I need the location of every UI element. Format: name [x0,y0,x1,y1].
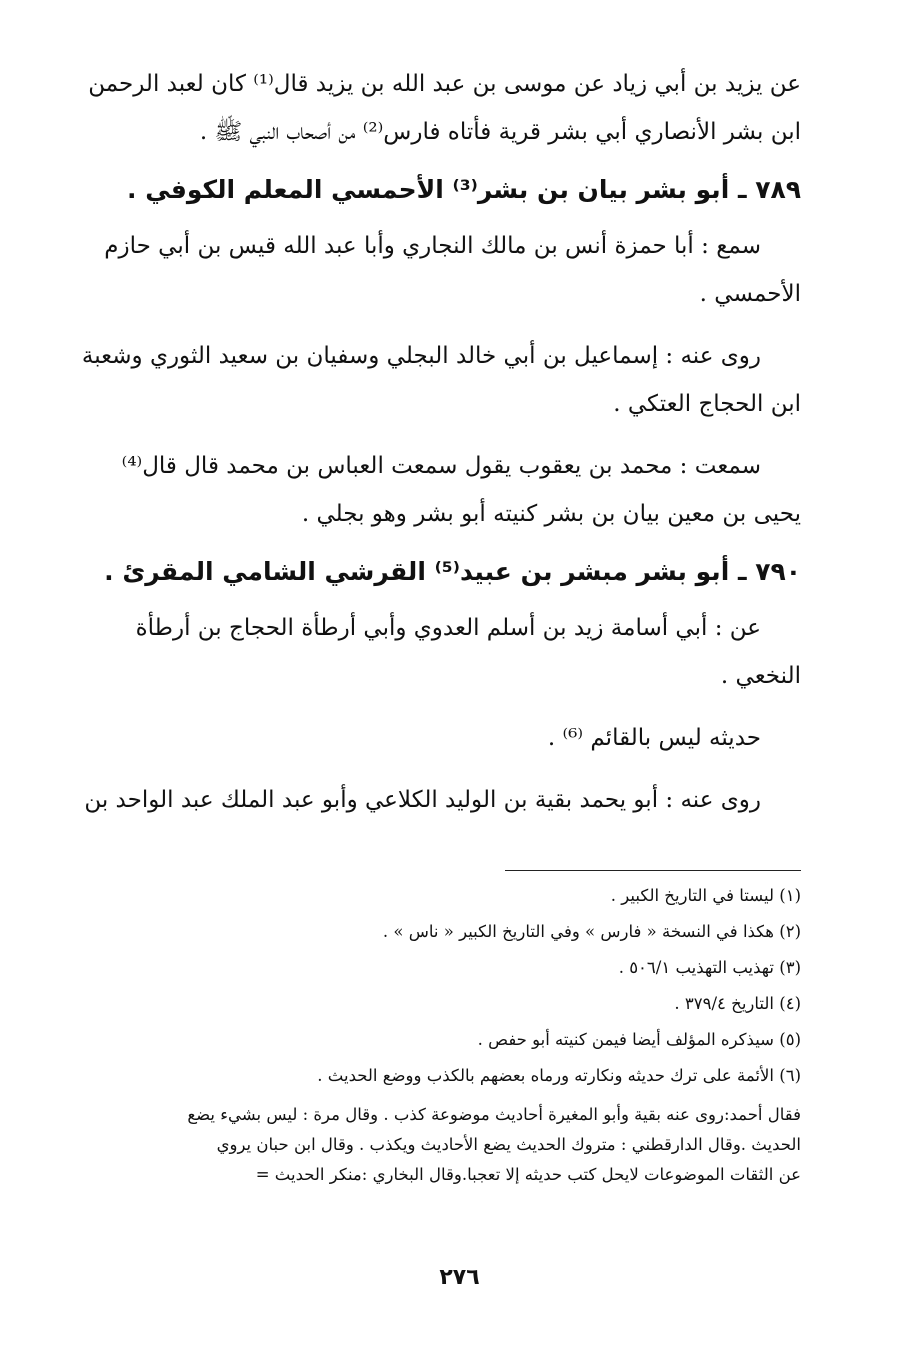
footnote-6-continuation [56,1100,801,1190]
text-line: روى عنه : أبو يحمد بقية بن الوليد الكلاعي وأبو عبد الملك عبد الواحد بن [84,787,761,813]
text-line: ابن الحجاج العتكي . [613,391,801,417]
text-line: الأحمسي . [699,281,801,307]
text-line: الحديث .وقال الدارقطني : متروك الحديث يضع الأحاديث ويكذب . وقال ابن حبان يروي [216,1135,801,1154]
main-text [56,60,801,824]
paragraph-1 [56,60,801,156]
paragraph-narrated-by-2 [56,776,801,824]
footnotes [56,878,801,1190]
entry-heading-789: ٧٨٩ ـ أبو بشر بيان بن بشر⁽³⁾ الأحمسي المعلم الكوفي . [127,175,801,204]
text-line: عن الثقات الموضوعات لايحل كتب حديثه إلا تعجبا.وقال البخاري :منكر الحديث = [255,1165,801,1184]
text-line: سمعت : محمد بن يعقوب يقول سمعت العباس بن محمد قال قال⁽⁴⁾ [121,453,761,479]
footnote-2: (٢) هكذا في النسخة « فارس » وفي التاريخ الكبير « ناس » . [382,922,801,941]
text-line: عن يزيد بن أبي زياد عن موسى بن عبد الله بن يزيد قال⁽¹⁾ كان لعبد الرحمن [88,71,801,97]
paragraph-heard [56,442,801,538]
footnote-divider [505,870,801,871]
entry-heading-790: ٧٩٠ ـ أبو بشر مبشر بن عبيد⁽⁵⁾ القرشي الشامي المقرئ . [104,557,801,586]
text-line: حديثه ليس بالقائم ⁽⁶⁾ . [547,725,761,751]
text-line: روى عنه : إسماعيل بن أبي خالد البجلي وسفيان بن سعيد الثوري وشعبة [81,343,761,369]
paragraph-from [56,604,801,700]
footnote-1: (١) ليستا في التاريخ الكبير . [610,886,801,905]
paragraph-heard-from [56,222,801,318]
page-number: ٢٧٦ [439,1265,480,1290]
text-line: سمع : أبا حمزة أنس بن مالك النجاري وأبا عبد الله قيس بن أبي حازم [104,233,761,259]
text-line: يحيى بن معين بيان بن بشر كنيته أبو بشر وهو بجلي . [301,501,801,527]
footnote-5: (٥) سيذكره المؤلف أيضا فيمن كنيته أبو حفص . [477,1030,801,1049]
text-line: فقال أحمد:روى عنه بقية وأبو المغيرة أحاديث موضوعة كذب . وقال مرة : ليس بشيء يضع [187,1105,801,1124]
text-line: عن : أبي أسامة زيد بن أسلم العدوي وأبي أرطأة الحجاج بن أرطأة [135,615,761,641]
footnote-6: (٦) الأئمة على ترك حديثه ونكارته ورماه بعضهم بالكذب ووضع الحديث . [317,1066,801,1085]
paragraph-hadith-note [56,714,801,762]
paragraph-narrated-by [56,332,801,428]
footnote-4: (٤) التاريخ ٣٧٩/٤ . [674,994,801,1013]
footnote-3: (٣) تهذيب التهذيب ٥٠٦/١ . [618,958,801,977]
text-line: ابن بشر الأنصاري أبي بشر قرية فأتاه فارس⁽²⁾ من أصحاب النبي ﷺ . [199,119,801,145]
text-line: النخعي . [720,663,801,689]
